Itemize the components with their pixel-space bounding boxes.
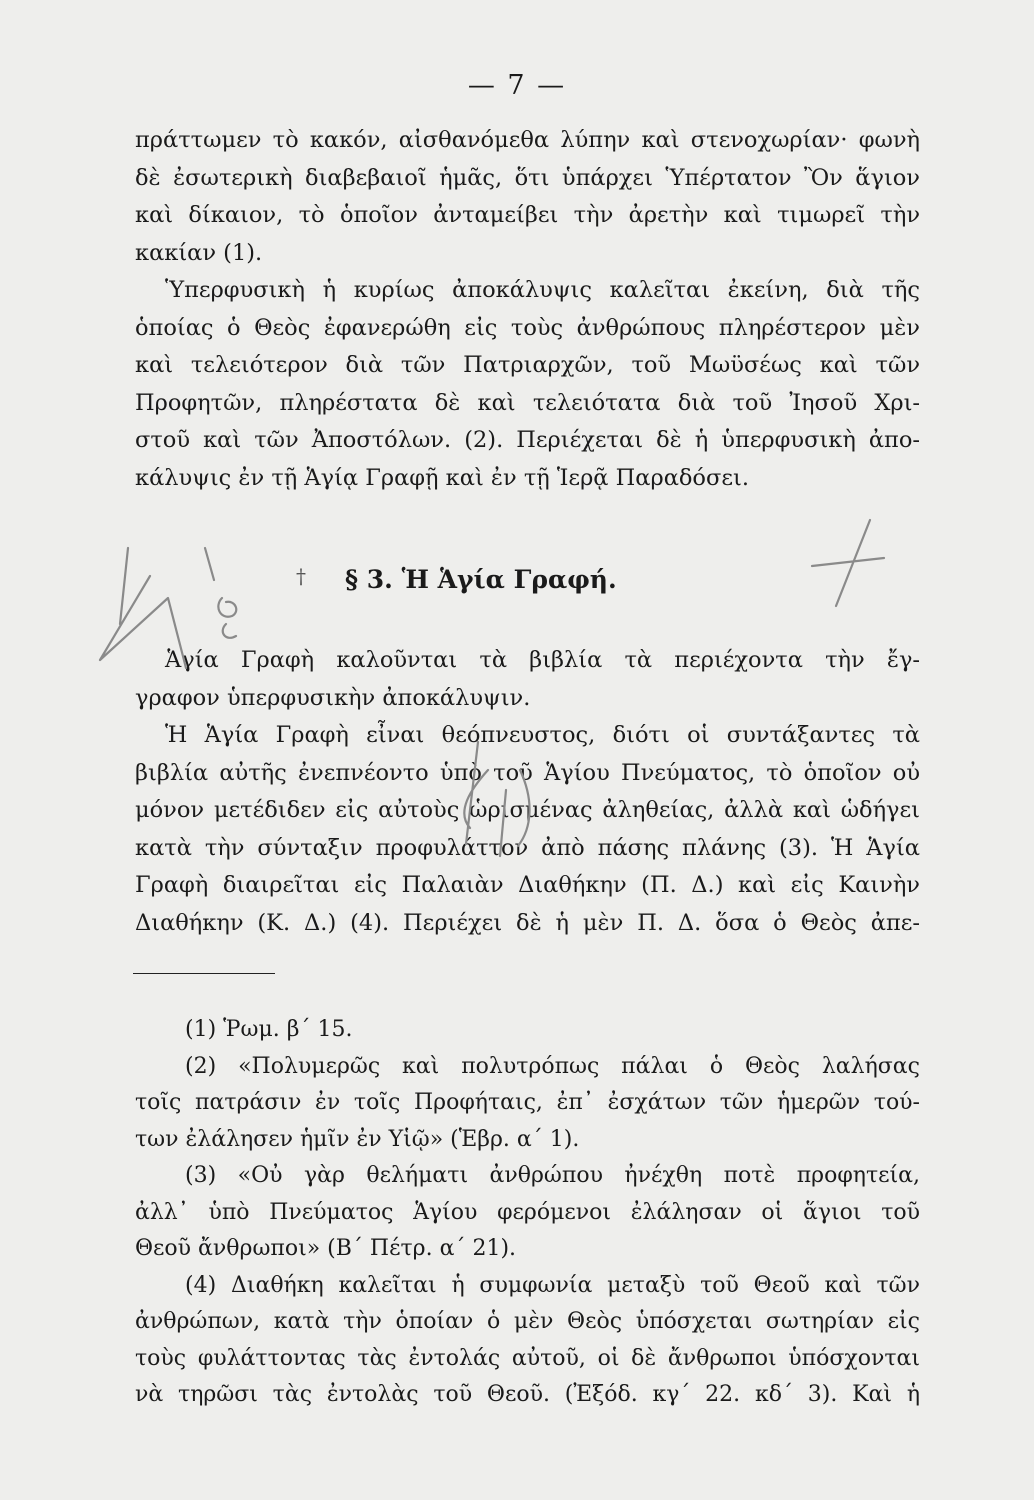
text-line: βιβλία αὐτῆς ἐνεπνέοντο ὑπὸ τοῦ Ἁγίου Πνεύματος, τὸ ὁποῖον οὐ	[135, 759, 920, 786]
footnote-line: των ἐλάλησεν ἡμῖν ἐν Υἱῷ» (Ἑβρ. α΄ 1).	[135, 1126, 580, 1152]
text-line: Προφητῶν, πληρέστατα δὲ καὶ τελειότατα διὰ τοῦ Ἰησοῦ Χρι-	[135, 389, 920, 416]
section-title: § 3. Ἡ Ἁγία Γραφή.	[345, 565, 617, 594]
text-line: κάλυψις ἐν τῇ Ἁγίᾳ Γραφῇ καὶ ἐν τῇ Ἱερᾷ Παραδόσει.	[135, 464, 749, 491]
text-line: Ὑπερφυσικὴ ἡ κυρίως ἀποκάλυψις καλεῖται ἐκείνη, διὰ τῆς	[165, 277, 920, 303]
text-line: ὁποίας ὁ Θεὸς ἐφανερώθη εἰς τοὺς ἀνθρώπους πληρέστερον μὲν	[135, 314, 920, 341]
page-number: — 7 —	[467, 70, 567, 101]
footnote-line: (3) «Οὐ γὰρ θελήματι ἀνθρώπου ἠνέχθη ποτὲ προφητεία,	[185, 1163, 920, 1188]
text-line: Γραφὴ διαιρεῖται εἰς Παλαιὰν Διαθήκην (Π. Δ.) καὶ εἰς Καινὴν	[135, 872, 920, 898]
text-line: κατὰ τὴν σύνταξιν προφυλάττον ἀπὸ πάσης πλάνης (3). Ἡ Ἁγία	[135, 834, 920, 861]
footnote-line: (4) Διαθήκη καλεῖται ἡ συμφωνία μεταξὺ τοῦ Θεοῦ καὶ τῶν	[185, 1272, 920, 1298]
footnote-line: (1) Ῥωμ. β΄ 15.	[185, 1017, 353, 1042]
text-line: Διαθήκην (Κ. Δ.) (4). Περιέχει δὲ ἡ μὲν Π. Δ. ὅσα ὁ Θεὸς ἀπε-	[135, 909, 920, 936]
text-line: Ἡ Ἁγία Γραφὴ εἶναι θεόπνευστος, διότι οἱ συντάξαντες τὰ	[165, 722, 920, 748]
text-line: κακίαν (1).	[135, 239, 263, 266]
footnote-line: νὰ τηρῶσι τὰς ἐντολὰς τοῦ Θεοῦ. (Ἐξόδ. κγ΄ 22. κδ΄ 3). Καὶ ἡ	[135, 1382, 920, 1407]
footnote-line: (2) «Πολυμερῶς καὶ πολυτρόπως πάλαι ὁ Θεὸς λαλήσας	[185, 1053, 920, 1079]
text-line: καὶ τελειότερον διὰ τῶν Πατριαρχῶν, τοῦ Μωϋσέως καὶ τῶν	[135, 352, 920, 378]
text-line: δὲ ἐσωτερικὴ διαβεβαιοῖ ἡμᾶς, ὅτι ὑπάρχει Ὑπέρτατον Ὂν ἅγιον	[135, 164, 920, 191]
text-line: μόνον μετέδιδεν εἰς αὐτοὺς ὡρισμένας ἀληθείας, ἀλλὰ καὶ ὡδήγει	[135, 797, 920, 823]
text-line: γραφον ὑπερφυσικὴν ἀποκάλυψιν.	[135, 684, 531, 711]
pencil-loop-left	[218, 598, 236, 638]
footnote-line: ἀνθρώπων, κατὰ τὴν ὁποίαν ὁ μὲν Θεὸς ὑπόσχεται σωτηρίαν εἰς	[135, 1309, 920, 1334]
footnote-separator	[133, 973, 275, 974]
footnotes	[135, 1012, 920, 1414]
footnote-line: τοῖς πατράσιν ἐν τοῖς Προφήταις, ἐπ᾿ ἐσχάτων τῶν ἡμερῶν τού-	[135, 1090, 920, 1115]
text-line: στοῦ καὶ τῶν Ἀποστόλων. (2). Περιέχεται δὲ ἡ ὑπερφυσικὴ ἀπο-	[135, 427, 920, 453]
footnote-line: τοὺς φυλάττοντας τὰς ἐντολάς αὐτοῦ, οἱ δὲ ἄνθρωποι ὑπόσχονται	[135, 1345, 920, 1371]
footnote-line: Θεοῦ ἄνθρωποι» (Β΄ Πέτρ. α΄ 21).	[135, 1236, 517, 1261]
margin-dagger-mark: †	[296, 564, 306, 588]
body-text-bottom	[135, 642, 920, 942]
section-heading	[0, 560, 1034, 600]
text-line: καὶ δίκαιον, τὸ ὁποῖον ἀνταμείβει τὴν ἀρετὴν καὶ τιμωρεῖ τὴν	[135, 202, 920, 228]
body-text-top	[135, 122, 920, 497]
text-line: Ἁγία Γραφὴ καλοῦνται τὰ βιβλία τὰ περιέχοντα τὴν ἔγ-	[165, 647, 920, 673]
text-line: πράττωμεν τὸ κακόν, αἰσθανόμεθα λύπην καὶ στενοχωρίαν· φωνὴ	[135, 127, 920, 153]
footnote-line: ἀλλ᾿ ὑπὸ Πνεύματος Ἁγίου φερόμενοι ἐλάλησαν οἱ ἅγιοι τοῦ	[135, 1199, 920, 1225]
